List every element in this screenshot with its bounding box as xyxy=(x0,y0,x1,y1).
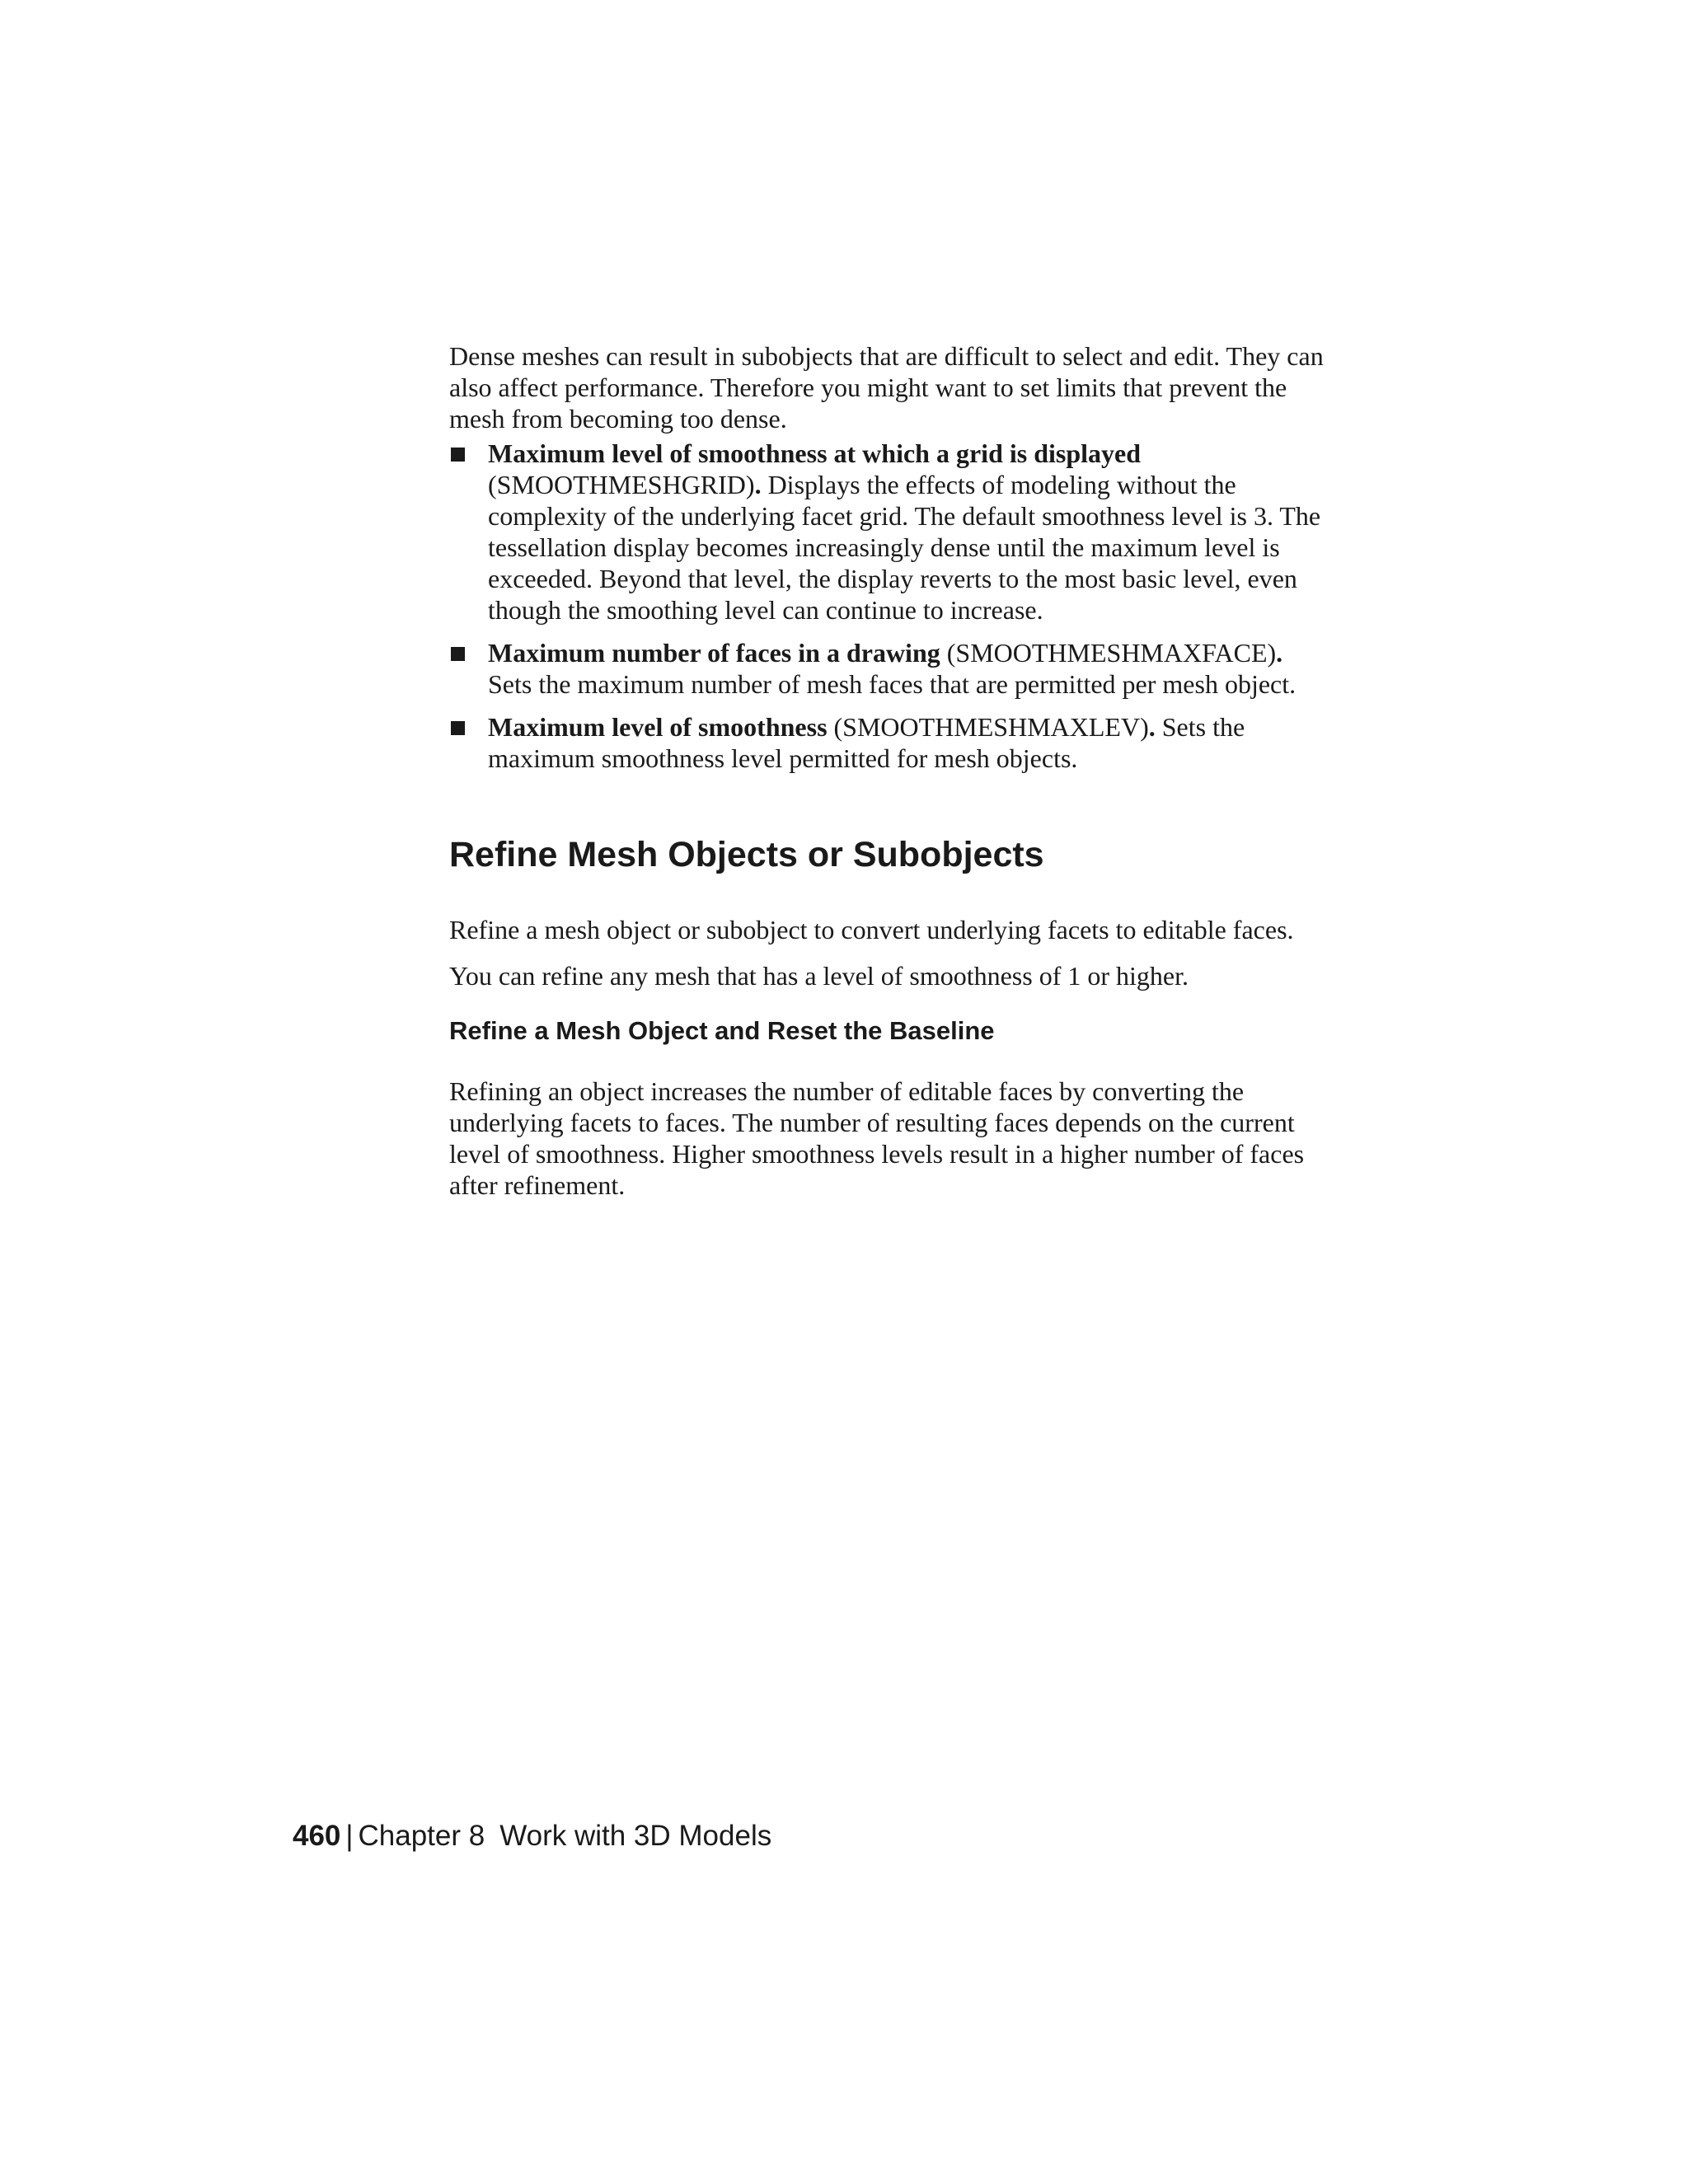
chapter-label: Chapter 8 xyxy=(358,1820,485,1852)
section-heading: Refine Mesh Objects or Subobjects xyxy=(449,835,1044,874)
bullet-code: (SMOOTHMESHMAXLEV) xyxy=(833,712,1149,742)
square-bullet-icon xyxy=(451,448,465,462)
bullet-code: (SMOOTHMESHMAXFACE) xyxy=(946,638,1277,668)
bullet-dot: . xyxy=(1276,638,1283,668)
chapter-title: Work with 3D Models xyxy=(499,1820,772,1852)
subsection-heading: Refine a Mesh Object and Reset the Baseline xyxy=(449,1016,995,1045)
bullet-desc: Sets the maximum number of mesh faces that are permitted per mesh object. xyxy=(488,669,1296,699)
intro-paragraph: Dense meshes can result in subobjects that are difficult to select and edit. They can also affect performance. Therefore you might want to set limits that prevent the mesh from becoming too dense. xyxy=(449,341,1324,434)
list-item xyxy=(449,438,1331,626)
page-body xyxy=(449,340,1331,1201)
list-item xyxy=(449,711,1331,774)
limits-list xyxy=(449,438,1331,774)
bullet-code: (SMOOTHMESHGRID) xyxy=(488,470,755,499)
section-paragraph-2: You can refine any mesh that has a level of smoothness of 1 or higher. xyxy=(449,961,1189,991)
subsection-paragraph: Refining an object increases the number of editable faces by converting the underlying facets to faces. The number of resulting faces depends on the current level of smoothness. Higher smoothness levels result in a higher number of faces after refinement. xyxy=(449,1076,1305,1200)
section-paragraph-1: Refine a mesh object or subobject to convert underlying facets to editable faces. xyxy=(449,915,1294,944)
bullet-dot: . xyxy=(1148,712,1156,742)
square-bullet-icon xyxy=(451,721,465,735)
bullet-term: Maximum level of smoothness xyxy=(488,712,828,742)
bullet-term: Maximum number of faces in a drawing xyxy=(488,638,940,668)
bullet-dot: . xyxy=(754,470,762,499)
page-number: 460 xyxy=(293,1820,341,1852)
page-footer xyxy=(293,1819,771,1854)
bullet-desc: Displays the effects of modeling without the complexity of the underlying facet grid. The default smoothness level is 3. The tessellation display becomes increasingly dense until the maximum level is exceeded. Beyond that level, the display reverts to the most basic level, even though the smoothing level can continue to increase. xyxy=(488,470,1321,625)
bullet-term: Maximum level of smoothness at which a grid is displayed xyxy=(488,438,1142,468)
list-item xyxy=(449,637,1331,700)
square-bullet-icon xyxy=(451,647,465,661)
bullet-desc: Sets the maximum smoothness level permitted for mesh objects. xyxy=(488,712,1245,773)
footer-separator: | xyxy=(345,1820,354,1852)
